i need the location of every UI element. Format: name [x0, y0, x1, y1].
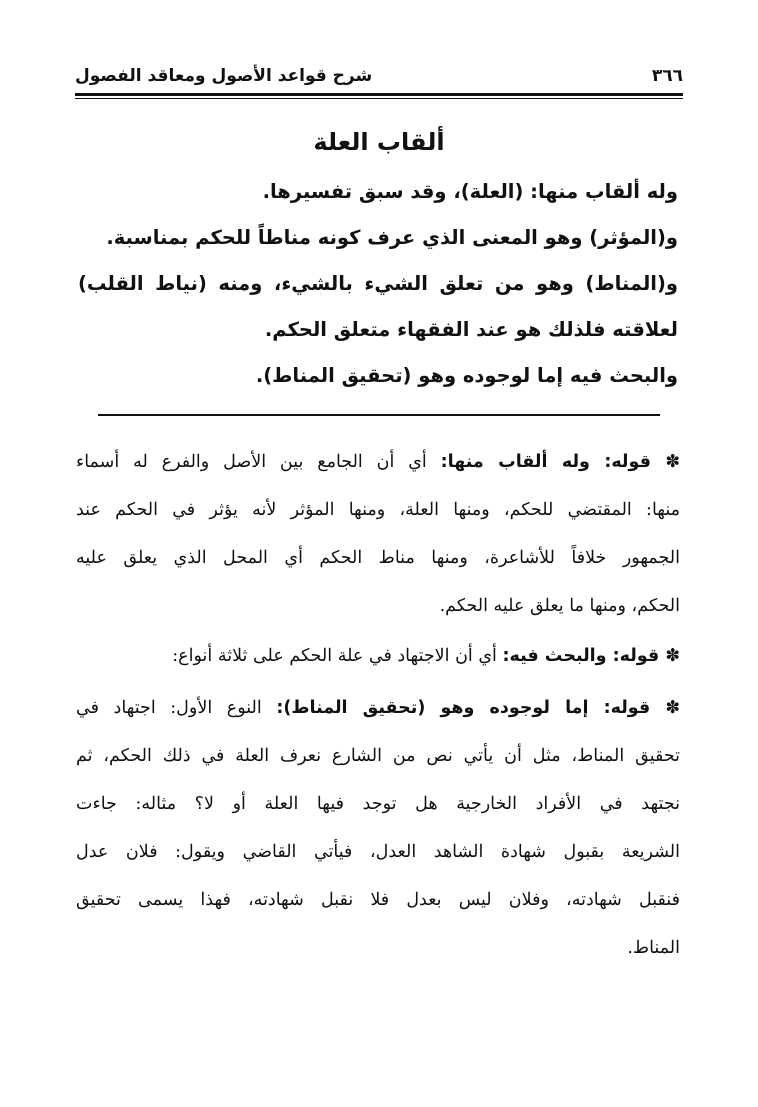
header-rule-thin [75, 98, 683, 99]
commentary-line: ✽ قوله: إما لوجوده وهو (تحقيق المناط): النوع الأول: اجتهاد في [76, 698, 680, 718]
main-text-line: وله ألقاب منها: (العلة)، وقد سبق تفسيرها. [262, 180, 678, 203]
commentary-line: الجمهور خلافاً للأشاعرة، ومنها مناط الحكم أي المحل الذي يعلق عليه [76, 548, 680, 568]
commentary-line: الشريعة بقبول شهادة الشاهد العدل، فيأتي القاضي ويقول: فلان عدل [76, 842, 680, 862]
main-text-line: و(المناط) وهو من تعلق الشيء بالشيء، ومنه (نياط القلب) [78, 272, 678, 295]
commentary-line: الحكم، ومنها ما يعلق عليه الحكم. [439, 596, 680, 616]
text-divider [98, 414, 660, 416]
commentary-lead: ✽ قوله: إما لوجوده وهو (تحقيق المناط): [276, 698, 680, 718]
book-title: شرح قواعد الأصول ومعاقد الفصول [75, 66, 373, 86]
commentary-line: ✽ قوله: وله ألقاب منها: أي أن الجامع بين الأصل والفرع له أسماء [76, 452, 680, 472]
main-text-line: والبحث فيه إما لوجوده وهو (تحقيق المناط). [255, 364, 678, 387]
main-text-line: لعلاقته فلذلك هو عند الفقهاء متعلق الحكم. [264, 318, 678, 341]
commentary-line: المناط. [627, 938, 680, 958]
main-text-line: و(المؤثر) وهو المعنى الذي عرف كونه مناطاً للحكم بمناسبة. [106, 226, 678, 249]
header-rule-thick [75, 93, 683, 96]
commentary-line: ✽ قوله: والبحث فيه: أي أن الاجتهاد في علة الحكم على ثلاثة أنواع: [172, 646, 680, 666]
commentary-line: منها: المقتضي للحكم، ومنها العلة، ومنها المؤثر لأنه يؤثر في الحكم عند [76, 500, 680, 520]
section-title: ألقاب العلة [313, 128, 445, 156]
commentary-line: فنقبل شهادته، وفلان ليس بعدل فلا نقبل شهادته، فهذا يسمى تحقيق [76, 890, 680, 910]
page-number: ٣٦٦ [651, 66, 683, 86]
commentary-line: نجتهد في الأفراد الخارجية هل توجد فيها العلة أو لا؟ مثاله: جاءت [76, 794, 680, 814]
commentary-lead: ✽ قوله: والبحث فيه: [502, 646, 680, 666]
running-header [75, 60, 683, 92]
commentary-line: تحقيق المناط، مثل أن يأتي نص من الشارع نعرف العلة في ذلك الحكم، ثم [76, 746, 680, 766]
commentary-lead: ✽ قوله: وله ألقاب منها: [440, 452, 680, 472]
